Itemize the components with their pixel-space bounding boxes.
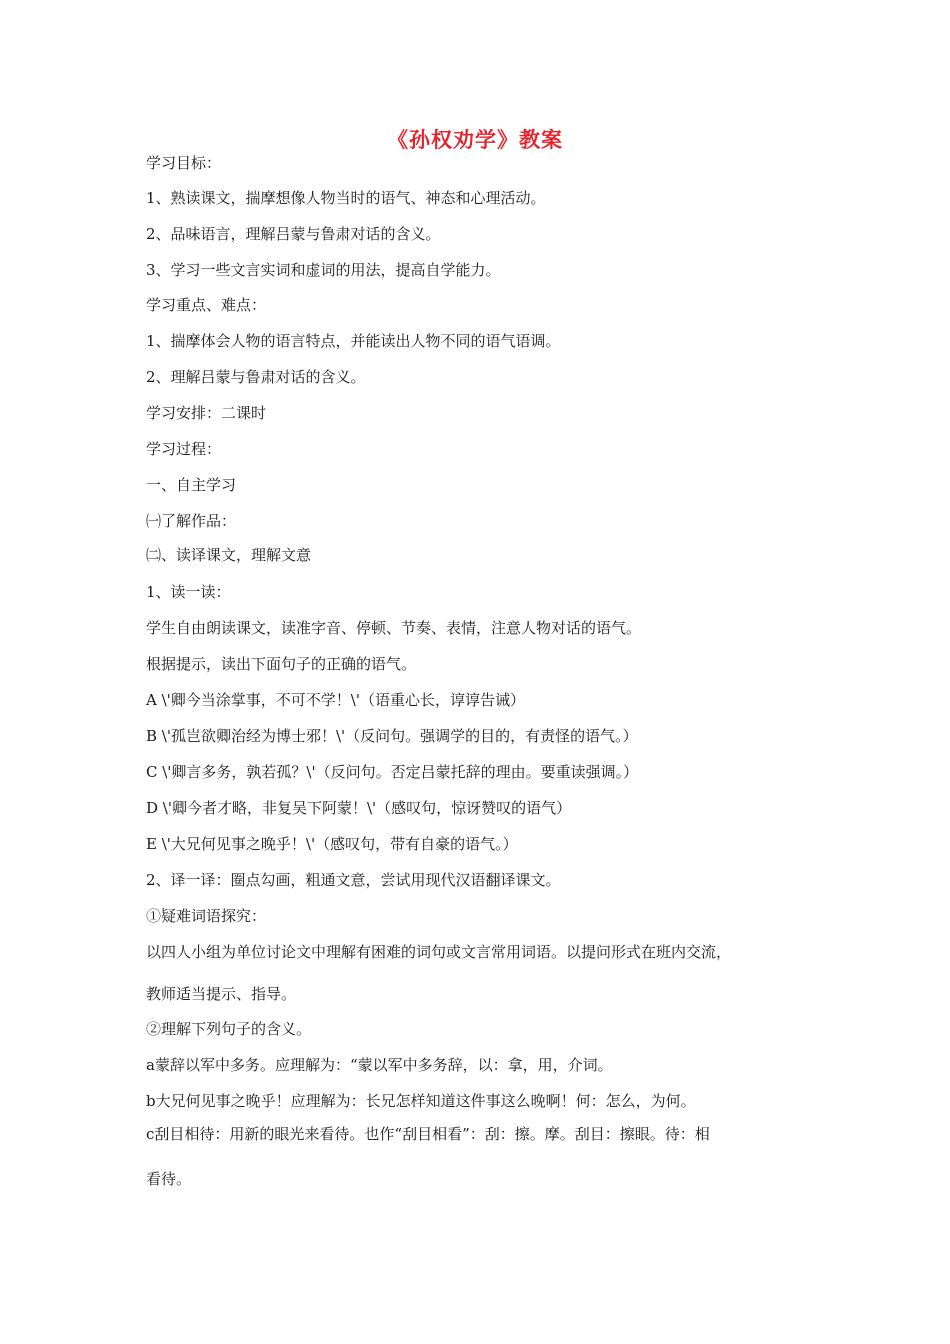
document-title: 《孙权劝学》教案 <box>387 128 563 152</box>
section-heading-key-points: 学习重点、难点： <box>146 296 267 314</box>
tone-item-c: C \'卿言多务，孰若孤？\'（反问句。否定吕蒙托辞的理由。要重读强调。） <box>146 763 639 781</box>
goal-item-1: 1、熟读课文，揣摩想像人物当时的语气、神态和心理活动。 <box>146 189 546 207</box>
step-heading-1: 一、自主学习 <box>146 476 237 494</box>
tone-item-e: E \'大兄何见事之晚乎！\'（感叹句，带有自豪的语气。） <box>146 835 518 853</box>
meaning-item-a: a蒙辞以军中多务。应理解为：“蒙以军中多务辞，以：拿，用，介词。 <box>146 1056 613 1074</box>
meaning-item-c: c刮目相待：用新的眼光来看待。也作“刮目相看”：刮：擦。摩。刮目：擦眼。待：相 <box>146 1125 710 1143</box>
meaning-item-b: b大兄何见事之晚乎！应理解为：长兄怎样知道这件事这么晚啊！何：怎么，为何。 <box>146 1092 696 1110</box>
tone-item-a: A \'卿今当涂掌事，不可不学！\'（语重心长，谆谆告诫） <box>146 691 525 709</box>
meaning-heading: ②理解下列句子的含义。 <box>146 1020 312 1038</box>
section-heading-process: 学习过程： <box>146 440 222 458</box>
sub-step-2: ㈡、读译课文，理解文意 <box>146 546 312 564</box>
meaning-item-c-continued: 看待。 <box>146 1170 192 1188</box>
tone-item-b: B \'孤岂欲卿治经为博士邪！\'（反问句。强调学的目的，有责怪的语气。） <box>146 727 638 745</box>
sub-step-1: ㈠了解作品： <box>146 512 237 530</box>
goal-item-3: 3、学习一些文言实词和虚词的用法，提高自学能力。 <box>146 261 501 279</box>
translate-heading: 2、译一译：圈点勾画，粗通文意，尝试用现代汉语翻译课文。 <box>146 871 561 889</box>
difficult-words-heading: ①疑难词语探究： <box>146 907 267 925</box>
read-heading: 1、读一读： <box>146 583 231 601</box>
tone-item-d: D \'卿今者才略，非复吴下阿蒙！\'（感叹句，惊讶赞叹的语气） <box>146 799 572 817</box>
tone-instruction: 根据提示，读出下面句子的正确的语气。 <box>146 655 417 673</box>
group-discussion-line-1: 以四人小组为单位讨论文中理解有困难的词句或文言常用词语。以提问形式在班内交流， <box>146 943 732 961</box>
key-point-2: 2、理解吕蒙与鲁肃对话的含义。 <box>146 368 366 386</box>
section-heading-goals: 学习目标： <box>146 154 222 172</box>
read-instruction: 学生自由朗读课文，读准字音、停顿、节奏、表情，注意人物对话的语气。 <box>146 619 642 637</box>
key-point-1: 1、揣摩体会人物的语言特点，并能读出人物不同的语气语调。 <box>146 332 561 350</box>
schedule-line: 学习安排：二课时 <box>146 404 267 422</box>
group-discussion-line-2: 教师适当提示、指导。 <box>146 985 297 1003</box>
goal-item-2: 2、品味语言，理解吕蒙与鲁肃对话的含义。 <box>146 225 441 243</box>
